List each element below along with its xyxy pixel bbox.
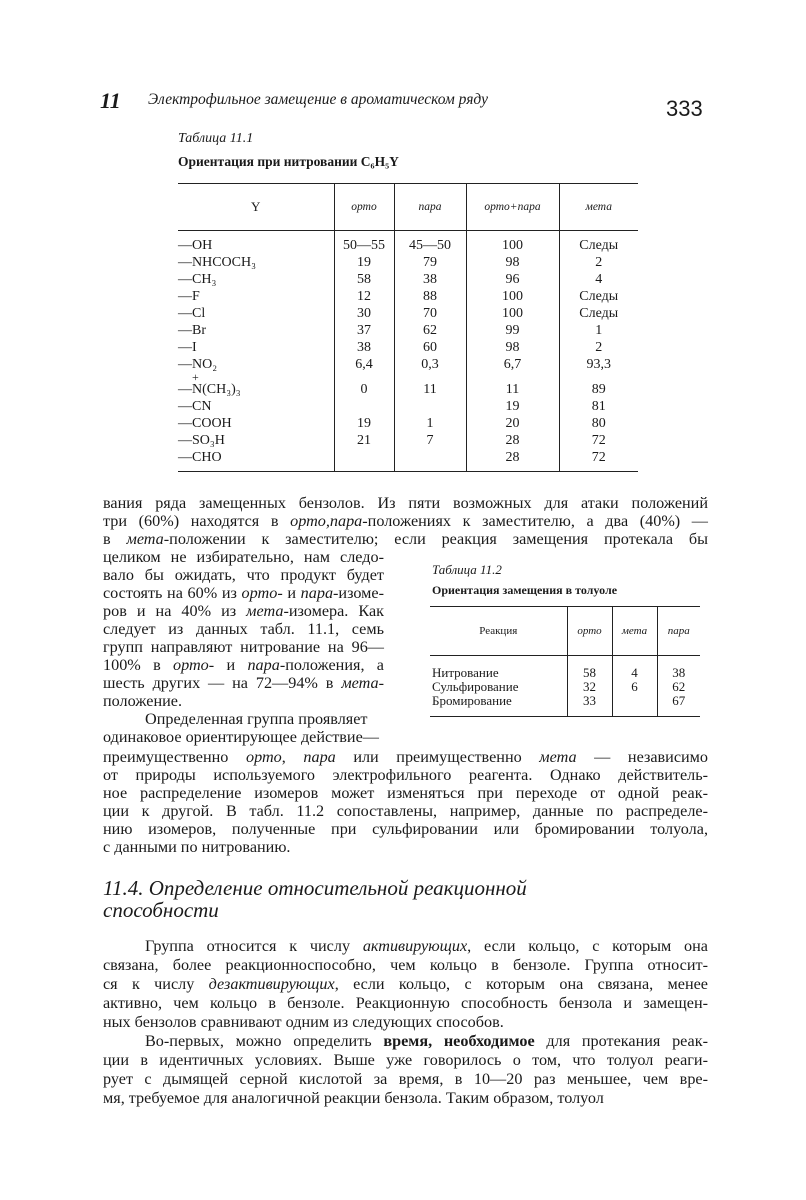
cell-text: 100: [502, 306, 523, 321]
value-cell: [394, 339, 466, 356]
value-cell: [466, 373, 559, 398]
reaction-cell: Бромирование: [432, 693, 512, 708]
text-line: [103, 620, 384, 638]
text-line: [103, 994, 708, 1013]
cell-text: 81: [591, 399, 606, 414]
text-run: положение.: [103, 692, 183, 710]
cell-text: 11: [423, 382, 437, 397]
text-line: [103, 956, 708, 975]
value-cell: [559, 415, 638, 432]
text-line: [103, 728, 384, 746]
text-run: в: [103, 530, 127, 548]
table-row: [178, 271, 638, 288]
column-header: пара: [657, 607, 700, 656]
value-cell: 6: [612, 680, 657, 694]
cell-text: 58: [357, 272, 371, 287]
column-header: орто+пара: [466, 184, 559, 231]
cell-text: 100: [502, 238, 523, 253]
substituent-cell: [178, 271, 334, 288]
value-cell: [334, 322, 394, 339]
cell-text: 45—50: [409, 238, 451, 253]
section-title-line: способности: [103, 898, 219, 922]
cell-text: 0,3: [421, 357, 439, 372]
value-cell: [559, 398, 638, 415]
text-run: — независимо: [576, 748, 709, 766]
substituent-cell: [178, 398, 334, 415]
value-cell: 62: [657, 680, 700, 694]
cell-text: —SO₃H: [178, 433, 225, 448]
table-header-row: [178, 184, 638, 231]
cell-text: 80: [591, 416, 606, 431]
cell-text: 21: [357, 433, 371, 448]
cell-text: 2: [595, 255, 603, 270]
text-run: групп направляют нитрование на 96—: [103, 638, 384, 656]
text-run: вало бы ожидать, что продукт будет: [103, 566, 384, 584]
text-run: -положении к заместителю; если реакция замещения протекала бы: [163, 530, 708, 548]
text-line: [103, 656, 384, 674]
cell-text: 1: [595, 323, 603, 338]
italic-term: пара: [303, 748, 336, 766]
substituent-cell: [178, 339, 334, 356]
text-line: [103, 1013, 708, 1032]
value-cell: [559, 231, 638, 255]
text-run: Во-первых, можно определить: [145, 1032, 384, 1050]
italic-term: мета: [341, 674, 379, 692]
cell-text: 7: [426, 433, 434, 448]
substituent-cell: [178, 356, 334, 373]
cell-text: 72: [591, 433, 606, 448]
table-row: [178, 231, 638, 255]
cell-text: 6,7: [503, 357, 522, 372]
value-cell: [334, 271, 394, 288]
cell-text: 19: [357, 255, 371, 270]
value-cell: [334, 339, 394, 356]
table2-caption: Таблица 11.2: [432, 562, 502, 577]
paragraph-reactivity: [103, 937, 708, 1108]
substituent-cell: [178, 305, 334, 322]
text-run: ции к другой. В табл. 11.2 сопоставлены, например, данные по распределе-: [103, 802, 708, 820]
table-row: [178, 432, 638, 449]
substituent-cell: [178, 432, 334, 449]
value-cell: 33: [567, 694, 612, 717]
paragraph-wrapped: [103, 548, 384, 746]
cell-text: 99: [505, 323, 520, 338]
table-row: [178, 322, 638, 339]
text-line: [103, 602, 384, 620]
value-cell: [334, 356, 394, 373]
text-line: [103, 674, 384, 692]
cell-text: 19: [505, 399, 520, 414]
paragraph-continued: [103, 748, 708, 856]
value-cell: [559, 322, 638, 339]
substituent-cell: [178, 322, 334, 339]
cell-text: —I: [178, 340, 197, 355]
text-run: , если кольцо, с которым она связана, менее: [334, 975, 708, 993]
text-run: -: [378, 674, 384, 692]
text-run: активно, чем кольцо в бензоле. Реакционную способность бензола и замещен-: [103, 994, 708, 1012]
text-run: или преимущественно: [335, 748, 540, 766]
value-cell: [394, 373, 466, 398]
value-cell: [394, 398, 466, 415]
cell-text: Следы: [579, 306, 619, 321]
text-line: [103, 766, 708, 784]
text-line: [103, 548, 384, 566]
cell-text: 11: [505, 382, 520, 397]
column-header: Y: [178, 184, 334, 231]
text-run: ся к числу: [103, 975, 209, 993]
cell-text: —COOH: [178, 416, 232, 431]
italic-term: мета: [539, 748, 577, 766]
cell-text: 98: [505, 255, 520, 270]
cell-text: 96: [505, 272, 520, 287]
value-cell: [334, 432, 394, 449]
table-row: [178, 398, 638, 415]
cell-text: Следы: [579, 289, 619, 304]
text-run: Группа относится к числу: [145, 937, 363, 955]
text-line: [103, 1032, 708, 1051]
italic-term: мета: [246, 602, 284, 620]
text-line: [103, 838, 708, 856]
value-cell: 32: [567, 680, 612, 694]
cell-text: 100: [502, 289, 523, 304]
value-cell: [394, 305, 466, 322]
reaction-cell: Нитрование: [432, 665, 499, 680]
value-cell: 67: [657, 694, 700, 717]
text-run: нию изомеров, полученные при сульфировании или бромировании толуола,: [103, 820, 708, 838]
cell-text: 72: [591, 450, 606, 465]
value-cell: [394, 322, 466, 339]
text-line: [103, 802, 708, 820]
text-line: [103, 937, 708, 956]
text-run: от природы используемого электрофильного реагента. Однако действитель-: [103, 766, 708, 784]
value-cell: [466, 231, 559, 255]
column-header: Реакция: [430, 607, 567, 656]
value-cell: [394, 449, 466, 472]
cell-text: 38: [423, 272, 437, 287]
cell-text: 38: [357, 340, 371, 355]
italic-term: активирующих: [362, 937, 468, 955]
cell-text: —CH₃: [178, 272, 217, 287]
value-cell: [466, 432, 559, 449]
italic-term: орто: [245, 748, 282, 766]
text-line: [103, 975, 708, 994]
column-header: орто: [334, 184, 394, 231]
value-cell: [394, 288, 466, 305]
column-header: пара: [394, 184, 466, 231]
text-run: 100% в: [103, 656, 174, 674]
cell-text: —F: [178, 289, 200, 304]
text-line: [103, 1089, 708, 1108]
cell-text: —Br: [178, 323, 206, 338]
italic-term: дезактивирующих: [208, 975, 335, 993]
cell-text: 62: [423, 323, 437, 338]
cell-text: 4: [595, 272, 603, 287]
cell-text: 28: [505, 450, 520, 465]
value-cell: [394, 271, 466, 288]
cell-text: 98: [505, 340, 520, 355]
cell-text: 19: [357, 416, 371, 431]
value-cell: [334, 288, 394, 305]
cell-text: —N(CH₃)₃: [178, 382, 241, 397]
value-cell: [334, 231, 394, 255]
cell-text: —CHO: [178, 450, 222, 465]
substituent-cell: [178, 415, 334, 432]
text-run: следует из данных табл. 11.1, семь: [103, 620, 384, 638]
italic-term: орто: [241, 584, 278, 602]
value-cell: [466, 305, 559, 322]
text-run: ции в идентичных условиях. Выше уже говорилось о том, что толуол реаги-: [103, 1051, 708, 1069]
cell-text: —CN: [178, 399, 212, 414]
column-header: мета: [612, 607, 657, 656]
text-run: с данными по нитрованию.: [103, 838, 291, 856]
value-cell: [394, 356, 466, 373]
cell-text: —OH: [178, 238, 213, 253]
cell-text: —NO₂: [178, 357, 218, 372]
value-cell: [394, 254, 466, 271]
table-row: [178, 356, 638, 373]
text-run: -изоме-: [333, 584, 384, 602]
table2-title: Ориентация замещения в толуоле: [432, 583, 618, 597]
table1-title: Ориентация при нитровании C₆H₅Y: [178, 154, 399, 169]
cell-text: 12: [357, 289, 371, 304]
value-cell: [334, 415, 394, 432]
text-run: связана, более реакционноспособно, чем кольцо в бензоле. Группа относит-: [103, 956, 708, 974]
value-cell: [559, 432, 638, 449]
value-cell: [559, 271, 638, 288]
value-cell: [466, 288, 559, 305]
paragraph-intro: [103, 494, 708, 548]
substituent-cell: [178, 288, 334, 305]
text-run: вания ряда замещенных бензолов. Из пяти возможных для атаки положений: [103, 494, 708, 512]
italic-term: орто: [173, 656, 209, 674]
cell-text: —Cl: [178, 306, 206, 321]
cell-text: —NHCOCH₃: [178, 255, 256, 270]
text-line: [103, 530, 708, 548]
text-line: [103, 710, 384, 728]
value-cell: [466, 254, 559, 271]
value-cell: [466, 322, 559, 339]
cell-text: 93,3: [586, 357, 611, 372]
section-heading: [103, 877, 527, 921]
substituent-cell: [178, 449, 334, 472]
text-line: [103, 638, 384, 656]
value-cell: [334, 305, 394, 322]
cell-text: 6,4: [355, 357, 373, 372]
table-row: [430, 656, 700, 681]
value-cell: [334, 254, 394, 271]
value-cell: [466, 339, 559, 356]
column-header: орто: [567, 607, 612, 656]
text-run: , если кольцо, с которым она: [467, 937, 708, 955]
reaction-cell: Сульфирование: [432, 679, 519, 694]
text-line: [103, 566, 384, 584]
table-row: [430, 694, 700, 717]
cell-text: 60: [423, 340, 437, 355]
value-cell: 38: [657, 656, 700, 681]
page-number: 333: [666, 96, 703, 121]
text-run: рует с дымящей серной кислотой за время, в 10—20 раз меньшее, чем вре-: [103, 1070, 708, 1088]
table-row: [178, 415, 638, 432]
text-run: - и: [208, 656, 248, 674]
cell-text: 0: [360, 382, 368, 397]
value-cell: [466, 415, 559, 432]
table-orientation-nitration: [178, 183, 638, 472]
value-cell: [334, 398, 394, 415]
bold-term: время, необходимое: [383, 1032, 535, 1050]
text-run: ,: [281, 748, 304, 766]
value-cell: [466, 356, 559, 373]
value-cell: [394, 231, 466, 255]
cell-text: 37: [357, 323, 371, 338]
text-line: [103, 512, 708, 530]
chapter-number: 11: [100, 88, 121, 113]
value-cell: [466, 449, 559, 472]
text-run: -положениях к заместителю, а два (40%) —: [362, 512, 708, 530]
text-run: Определенная группа проявляет: [145, 710, 368, 728]
table-row: [178, 373, 638, 398]
italic-term: пара: [300, 584, 334, 602]
cell-text: 20: [505, 416, 520, 431]
text-line: [103, 494, 708, 512]
text-run: ное распределение изомеров может изменяться при переходе от одной реак-: [103, 784, 708, 802]
value-cell: [466, 398, 559, 415]
italic-term: мета: [126, 530, 164, 548]
value-cell: [559, 373, 638, 398]
value-cell: [394, 415, 466, 432]
value-cell: [559, 356, 638, 373]
text-run: для протекания реак-: [534, 1032, 708, 1050]
text-run: одинаковое ориентирующее действие—: [103, 728, 379, 746]
substituent-cell: [178, 370, 334, 398]
text-line: [103, 1070, 708, 1089]
value-cell: [559, 339, 638, 356]
charge-sign: +: [192, 370, 199, 384]
cell-text: 1: [426, 416, 434, 431]
value-cell: 58: [567, 656, 612, 681]
value-cell: [559, 449, 638, 472]
table-row: [430, 680, 700, 694]
substituent-cell: [178, 254, 334, 271]
text-run: - и: [277, 584, 301, 602]
cell-text: 2: [595, 340, 603, 355]
value-cell: [612, 694, 657, 717]
table-row: [178, 288, 638, 305]
text-line: [103, 1051, 708, 1070]
text-run: шесть других — на 72—94% в: [103, 674, 342, 692]
text-run: -положения, а: [279, 656, 384, 674]
table1-caption: Таблица 11.1: [178, 131, 254, 146]
value-cell: [394, 432, 466, 449]
text-run: три (60%) находятся в: [103, 512, 291, 530]
text-run: ров и на 40% из: [103, 602, 247, 620]
value-cell: [559, 305, 638, 322]
text-line: [103, 692, 384, 710]
value-cell: [334, 449, 394, 472]
cell-text: Следы: [579, 238, 619, 253]
cell-text: 30: [357, 306, 371, 321]
value-cell: [334, 373, 394, 398]
table-row: [178, 449, 638, 472]
value-cell: [559, 254, 638, 271]
cell-text: 50—55: [343, 238, 385, 253]
substituent-cell: [178, 231, 334, 255]
cell-text: 88: [423, 289, 437, 304]
cell-text: 79: [423, 255, 437, 270]
italic-term: орто,пара: [290, 512, 363, 530]
table-row: [178, 339, 638, 356]
text-run: ных бензолов сравнивают одним из следующих способов.: [103, 1013, 504, 1031]
column-header: мета: [559, 184, 638, 231]
text-run: преимущественно: [103, 748, 246, 766]
text-line: [103, 820, 708, 838]
cell-text: 70: [423, 306, 437, 321]
running-title: Электрофильное замещение в ароматическом ряду: [148, 91, 488, 108]
value-cell: [559, 288, 638, 305]
section-title-line: 11.4. Определение относительной реакционной: [103, 876, 527, 900]
text-line: [103, 784, 708, 802]
text-run: -изомера. Как: [283, 602, 384, 620]
text-line: [103, 748, 708, 766]
text-run: мя, требуемое для аналогичной реакции бензола. Таким образом, толуол: [103, 1089, 604, 1107]
value-cell: [466, 271, 559, 288]
cell-text: 28: [505, 433, 520, 448]
table-row: [178, 305, 638, 322]
text-run: целиком не избирательно, нам следо-: [103, 548, 384, 566]
text-line: [103, 584, 384, 602]
table-header-row: [430, 607, 700, 656]
table-toluene-substitution: [430, 606, 700, 717]
value-cell: 4: [612, 656, 657, 681]
table-row: [178, 254, 638, 271]
cell-text: 89: [591, 382, 606, 397]
text-run: состоять на 60% из: [103, 584, 242, 602]
italic-term: пара: [247, 656, 280, 674]
